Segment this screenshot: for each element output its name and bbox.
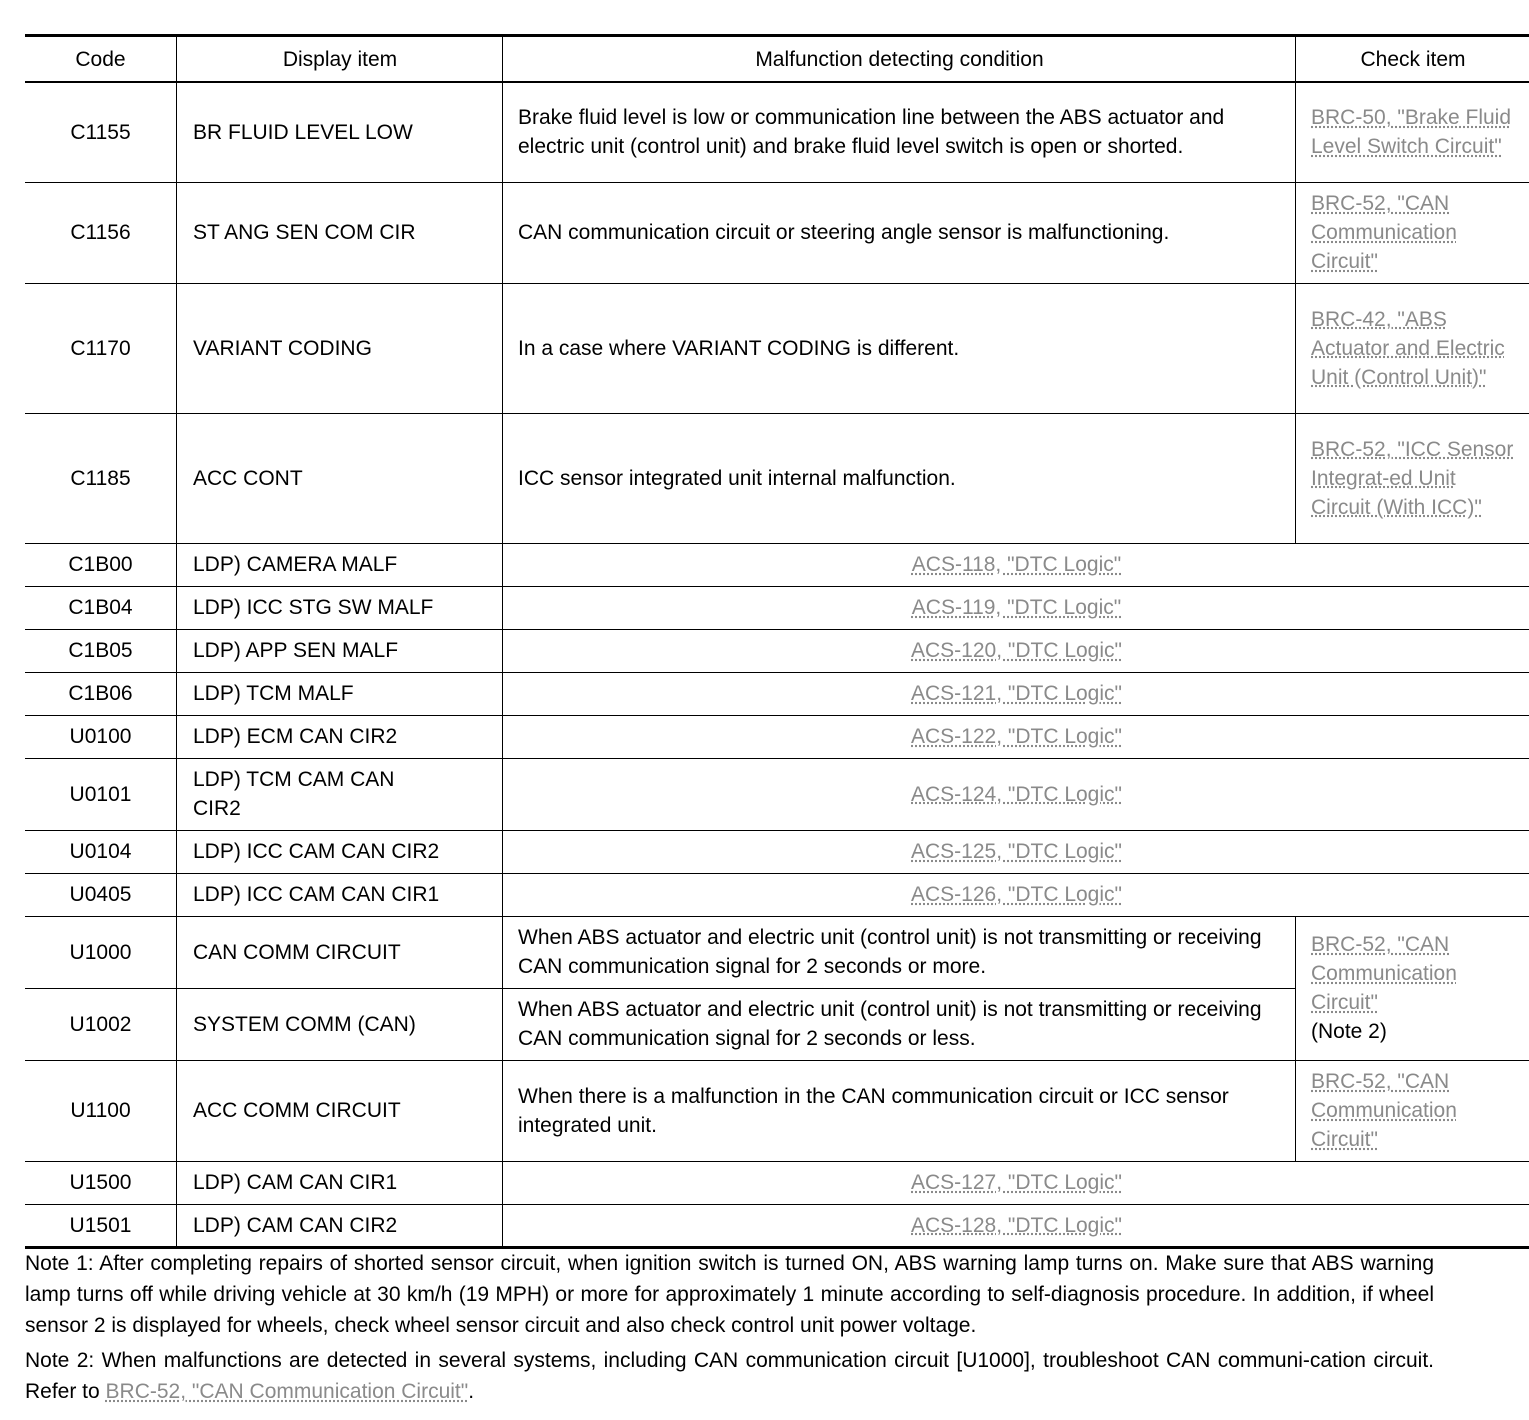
- note-2-reference: (Note 2): [1311, 1020, 1387, 1043]
- display-item-cell: LDP) ICC STG SW MALF: [177, 586, 503, 629]
- condition-cell: In a case where VARIANT CODING is different.: [503, 283, 1296, 413]
- condition-cell: When there is a malfunction in the CAN communication circuit or ICC sensor integrated unit.: [503, 1060, 1296, 1161]
- display-item-cell: ACC CONT: [177, 413, 503, 543]
- display-item-cell: ST ANG SEN COM CIR: [177, 182, 503, 283]
- table-row: [25, 758, 1529, 830]
- table-header-row: [25, 36, 1529, 83]
- code-cell: U0100: [25, 715, 177, 758]
- check-item-link[interactable]: BRC-42, "ABS Actuator and Electric Unit (Control Unit)": [1311, 307, 1505, 389]
- dtc-logic-link[interactable]: ACS-125, "DTC Logic": [911, 840, 1122, 863]
- table-row: [25, 830, 1529, 873]
- code-cell: C1B05: [25, 629, 177, 672]
- display-item-cell: LDP) TCM MALF: [177, 672, 503, 715]
- dtc-logic-link[interactable]: ACS-120, "DTC Logic": [911, 639, 1122, 662]
- check-item-cell: [1296, 1060, 1529, 1161]
- check-item-link[interactable]: BRC-52, "CAN Communication Circuit": [1311, 933, 1457, 1014]
- display-item-cell: LDP) ICC CAM CAN CIR2: [177, 830, 503, 873]
- dtc-logic-link[interactable]: ACS-119, "DTC Logic": [911, 596, 1122, 619]
- display-item-cell: ACC COMM CIRCUIT: [177, 1060, 503, 1161]
- code-cell: U1501: [25, 1204, 177, 1247]
- display-item-cell: LDP) ICC CAM CAN CIR1: [177, 873, 503, 916]
- table-row: [25, 629, 1529, 672]
- code-cell: C1156: [25, 182, 177, 283]
- code-cell: C1B06: [25, 672, 177, 715]
- display-item-cell: CAN COMM CIRCUIT: [177, 916, 503, 988]
- note-2-link[interactable]: BRC-52, "CAN Communication Circuit": [105, 1380, 469, 1403]
- note-2-text: Note 2: When malfunctions are detected in several systems, including CAN communication circuit [U1000], troubleshoot CAN communi-cation circuit. Refer to: [25, 1349, 1434, 1403]
- check-item-cell: [1296, 182, 1529, 283]
- table-row: [25, 873, 1529, 916]
- reference-cell: [503, 672, 1529, 715]
- display-item-cell: LDP) APP SEN MALF: [177, 629, 503, 672]
- table-row: [25, 413, 1529, 543]
- display-item-cell: LDP) CAMERA MALF: [177, 543, 503, 586]
- header-code: Code: [25, 36, 177, 83]
- display-item-cell: SYSTEM COMM (CAN): [177, 988, 503, 1060]
- display-item-cell: BR FLUID LEVEL LOW: [177, 82, 503, 182]
- code-cell: C1155: [25, 82, 177, 182]
- display-item-cell: LDP) ECM CAN CIR2: [177, 715, 503, 758]
- reference-cell: [503, 758, 1529, 830]
- display-item-cell: LDP) CAM CAN CIR1: [177, 1161, 503, 1204]
- condition-cell: Brake fluid level is low or communication line between the ABS actuator and electric unit (control unit) and brake fluid level switch is open or shorted.: [503, 82, 1296, 182]
- check-item-cell: [1296, 82, 1529, 182]
- table-row: [25, 586, 1529, 629]
- code-cell: C1B00: [25, 543, 177, 586]
- reference-cell: [503, 715, 1529, 758]
- check-item-cell: [1296, 283, 1529, 413]
- header-condition: Malfunction detecting condition: [503, 36, 1296, 83]
- table-row: [25, 182, 1529, 283]
- reference-cell: [503, 873, 1529, 916]
- dtc-logic-link[interactable]: ACS-122, "DTC Logic": [911, 725, 1122, 748]
- table-row: [25, 672, 1529, 715]
- note-1: Note 1: After completing repairs of shorted sensor circuit, when ignition switch is turned ON, ABS warning lamp turns on. Make sure that ABS warning lamp turns off while driving vehicle at 30 km/h (19 MPH) or more for approximately 1 minute according to self-diagnosis procedure. In addition, if wheel sensor 2 is displayed for wheels, check wheel sensor circuit and also check control unit power voltage.: [25, 1252, 1434, 1337]
- dtc-logic-link[interactable]: ACS-128, "DTC Logic": [911, 1213, 1122, 1237]
- code-cell: C1170: [25, 283, 177, 413]
- display-item-text: LDP) TCM CAM CAN CIR2: [193, 768, 395, 820]
- header-display-item: Display item: [177, 36, 503, 83]
- note-2-period: .: [468, 1380, 475, 1403]
- table-row: [25, 82, 1529, 182]
- table-row: [25, 715, 1529, 758]
- reference-cell: [503, 629, 1529, 672]
- condition-cell: When ABS actuator and electric unit (control unit) is not transmitting or receiving CAN communication signal for 2 seconds or less.: [503, 988, 1296, 1060]
- code-cell: C1B04: [25, 586, 177, 629]
- code-cell: U1002: [25, 988, 177, 1060]
- check-item-link[interactable]: BRC-52, "ICC Sensor Integrat-ed Unit Circuit (With ICC)": [1311, 437, 1514, 519]
- table-row: [25, 543, 1529, 586]
- table-row: [25, 916, 1529, 988]
- dtc-logic-link[interactable]: ACS-124, "DTC Logic": [911, 782, 1122, 806]
- dtc-logic-link[interactable]: ACS-121, "DTC Logic": [911, 682, 1122, 705]
- check-item-link[interactable]: BRC-52, "CAN Communication Circuit": [1311, 192, 1457, 273]
- display-item-cell: LDP) CAM CAN CIR2: [177, 1204, 503, 1247]
- reference-cell: [503, 1204, 1529, 1247]
- display-item-cell: VARIANT CODING: [177, 283, 503, 413]
- dtc-table-container: [25, 34, 1514, 1249]
- table-row: [25, 1204, 1529, 1247]
- table-row: [25, 1161, 1529, 1204]
- table-row: [25, 1060, 1529, 1161]
- code-cell: U1000: [25, 916, 177, 988]
- reference-cell: [503, 830, 1529, 873]
- code-cell: U0101: [25, 758, 177, 830]
- table-row: [25, 283, 1529, 413]
- code-cell: U0405: [25, 873, 177, 916]
- check-item-link[interactable]: BRC-50, "Brake Fluid Level Switch Circuit": [1311, 106, 1512, 159]
- condition-cell: ICC sensor integrated unit internal malfunction.: [503, 413, 1296, 543]
- reference-cell: [503, 543, 1529, 586]
- code-cell: U0104: [25, 830, 177, 873]
- code-cell: U1500: [25, 1161, 177, 1204]
- code-cell: U1100: [25, 1060, 177, 1161]
- reference-cell: [503, 1161, 1529, 1204]
- shared-check-item-cell: [1296, 916, 1529, 1060]
- note-2: [25, 1345, 1434, 1407]
- condition-cell: When ABS actuator and electric unit (control unit) is not transmitting or receiving CAN communication signal for 2 seconds or more.: [503, 916, 1296, 988]
- dtc-table: [25, 34, 1529, 1249]
- dtc-logic-link[interactable]: ACS-127, "DTC Logic": [911, 1171, 1122, 1194]
- code-cell: C1185: [25, 413, 177, 543]
- dtc-logic-link[interactable]: ACS-126, "DTC Logic": [911, 883, 1122, 906]
- reference-cell: [503, 586, 1529, 629]
- header-check-item: Check item: [1296, 36, 1529, 83]
- display-item-cell: [177, 758, 503, 830]
- check-item-cell: [1296, 413, 1529, 543]
- check-item-link[interactable]: BRC-52, "CAN Communication Circuit": [1311, 1070, 1457, 1151]
- dtc-logic-link[interactable]: ACS-118, "DTC Logic": [911, 553, 1122, 576]
- notes-section: [25, 1248, 1434, 1411]
- condition-cell: CAN communication circuit or steering angle sensor is malfunctioning.: [503, 182, 1296, 283]
